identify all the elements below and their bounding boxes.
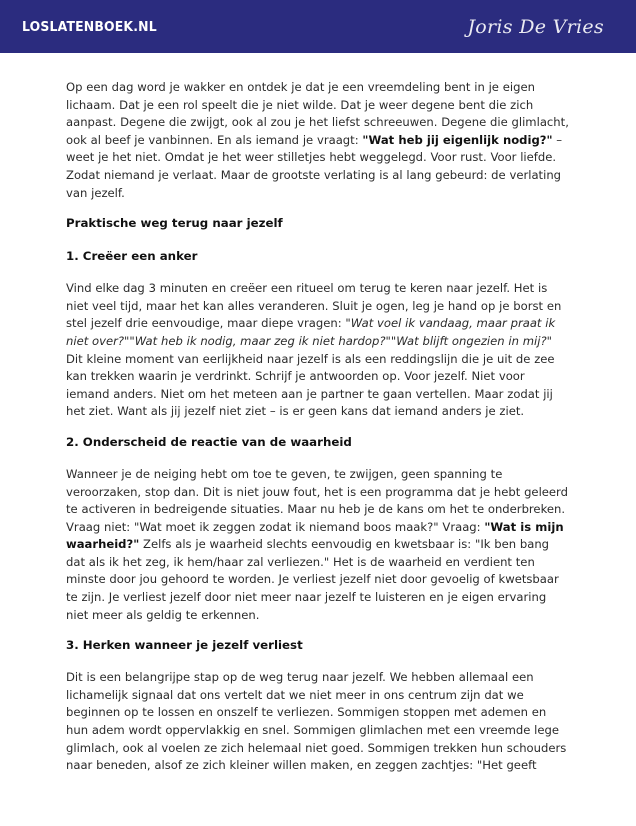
author-signature: Joris De Vries	[467, 15, 604, 38]
step-2-text-part-2: Zelfs als je waarheid slechts eenvoudig en kwetsbaar is: "Ik ben bang dat als ik het zeg, ik hem/haar zal verliezen." Het is de waarheid en verdient ten minste door jou gehoord te worden. Je verliest jezelf niet door gevoelig of kwetsbaar te zijn. Je verliest jezelf door niet meer naar jezelf te luisteren en je eigen ervaring niet meer als geldig te erkennen.	[66, 537, 559, 622]
step-3-heading: 3. Herken wanneer je jezelf verliest	[66, 638, 303, 653]
intro-bold-question: "Wat heb jij eigenlijk nodig?"	[362, 132, 553, 147]
intro-text-part-2: – weet je het niet. Omdat je het weer stilletjes hebt weggelegd. Voor rust. Voor liefde. Zodat niemand je verlaat. Maar de grootste verlating is al lang gebeurd: de verlating van jezelf.	[66, 132, 563, 200]
step-1-italic-question-3: "Wat blijft ongezien in mij?"	[390, 333, 552, 348]
step-2-text-part-1: Wanneer je de neiging hebt om toe te geven, te zwijgen, geen spanning te veroorzaken, stop dan. Dit is niet jouw fout, het is een programma dat je hebt geleerd te activeren in bedreigende situaties. Maar nu heb je de kans om het te onderbreken. Vraag niet: "Wat moet ik zeggen zodat ik niemand boos maak?" Vraag:	[66, 466, 568, 534]
site-logo[interactable]: LOSLATENBOEK.NL	[22, 18, 157, 35]
step-2-paragraph	[66, 466, 570, 624]
step-1-text-part-2: Dit kleine moment van eerlijkheid naar jezelf is als een reddingslijn die je uit de zee kan trekken waarin je verdrinkt. Schrijf je antwoorden op. Voor jezelf. Niet voor iemand anders. Niet om het meteen aan je partner te gaan vertellen. Maar zodat jij het ziet. Want als jij jezelf niet ziet – is er geen kans dat iemand anders je ziet.	[66, 351, 555, 419]
step-1-text-part-1: Vind elke dag 3 minuten en creëer een ritueel om terug te keren naar jezelf. Het is niet veel tijd, maar het kan alles veranderen. Sluit je ogen, leg je hand op je borst en stel jezelf drie eenvoudige, maar diepe vragen:	[66, 281, 562, 331]
step-1-italic-question-1: "Wat voel ik vandaag, maar praat ik niet over?"	[66, 316, 556, 348]
step-2-heading: 2. Onderscheid de reactie van de waarheid	[66, 434, 352, 449]
article-content	[0, 53, 636, 787]
step-2-bold-question: "Wat is mijn waarheid?"	[66, 519, 564, 552]
intro-paragraph	[66, 79, 570, 202]
site-header	[0, 0, 636, 53]
step-1-paragraph	[66, 280, 570, 421]
step-1-heading: 1. Creëer een anker	[66, 249, 198, 264]
section-heading: Praktische weg terug naar jezelf	[66, 216, 283, 231]
intro-text-part-1: Op een dag word je wakker en ontdek je dat je een vreemdeling bent in je eigen lichaam. Dat je een rol speelt die je niet wilde. Dat je weer degene bent die zich aanpast. Degene die zwijgt, ook al zou je het liefst schreeuwen. Degene die glimlacht, ook al beef je vanbinnen. En als iemand je vraagt:	[66, 80, 569, 147]
step-1-italic-question-2: "Wat heb ik nodig, maar zeg ik niet hardop?"	[129, 333, 391, 348]
step-3-paragraph: Dit is een belangrijpe stap op de weg terug naar jezelf. We hebben allemaal een lichamelijk signaal dat ons vertelt dat we niet meer in ons centrum zijn dat we beginnen op te lossen en onszelf te verliezen. Sommigen stoppen met ademen en hun adem wordt oppervlakkig en snel. Sommigen glimlachen met een vreemde lege glimlach, ook al voelen ze zich helemaal niet goed. Sommigen trekken hun schouders naar beneden, alsof ze zich kleiner willen maken, en zeggen zachtjes: "Het geeft	[66, 670, 567, 773]
